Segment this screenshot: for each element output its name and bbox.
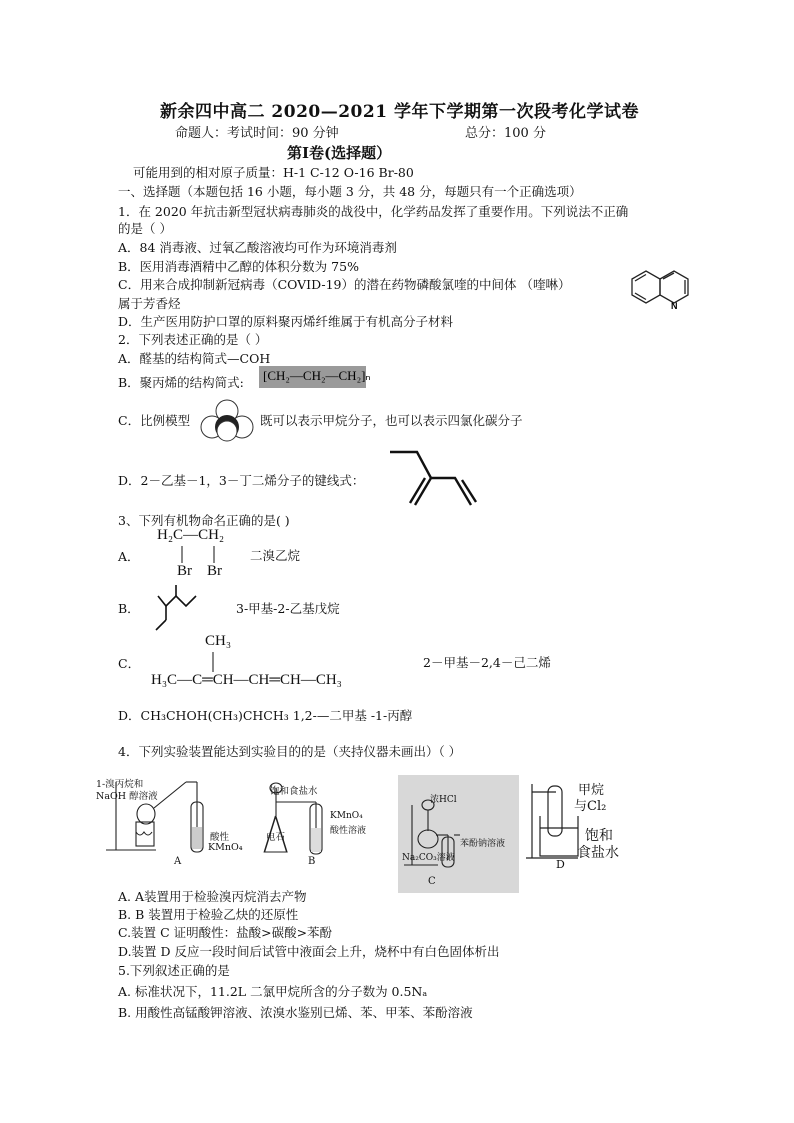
author-time: 命题人：考试时间：90 分钟 (175, 126, 339, 141)
fig-b-left: 电石 (266, 832, 286, 843)
q2-option-d: D．2－乙基－1，3－丁二烯分子的键线式： (118, 473, 365, 488)
q4-option-d: D.装置 D 反应一段时间后试管中液面会上升，烧杯中有白色固体析出 (118, 944, 500, 959)
q1-option-c-cont: 属于芳香烃 (118, 296, 181, 311)
q2-option-b: B．聚丙烯的结构简式: (118, 375, 244, 390)
polypropylene-formula: [CH₂—CH₂—CH₂]ₙ (263, 368, 371, 383)
fig-b-top: 饱和食盐水 (270, 786, 318, 797)
q1-stem: 1．在 2020 年抗击新型冠状病毒肺炎的战役中，化学药品发挥了重要作用。下列说法不正确 (118, 204, 629, 219)
q3-option-a-label: A． (118, 549, 140, 564)
fig-a-reagent2: KMnO₄ (208, 842, 243, 853)
q5-stem: 5.下列叙述正确的是 (118, 963, 230, 978)
fig-d-gas2: 与Cl₂ (574, 799, 607, 814)
space-filling-model (198, 397, 256, 443)
quinoline-n-label: N (671, 301, 678, 311)
fig-a-label2: NaOH 醇溶液 (96, 791, 158, 802)
q3-option-c-label: C． (118, 656, 141, 671)
section-title: 第Ⅰ卷(选择题） (287, 144, 392, 162)
fig-a-reagent1: 酸性 (210, 832, 230, 843)
fig-a-letter: A (174, 856, 182, 867)
quinoline-structure (622, 263, 702, 313)
q5-option-b: B. 用酸性高锰酸钾溶液、浓溴水鉴别已烯、苯、甲苯、苯酚溶液 (118, 1005, 473, 1020)
q2-option-c-post: 既可以表示甲烷分子，也可以表示四氯化碳分子 (260, 413, 523, 428)
fig-a-label1: 1-溴丙烷和 (96, 779, 144, 790)
q3-c-chain: H₃C—C═CH—CH═CH—CH₃ (151, 672, 342, 688)
total-score: 总分：100 分 (465, 126, 546, 141)
fig-d-letter: D (556, 858, 565, 871)
q3-option-d: D．CH₃CHOH(CH₃)CHCH₃ 1,2-—二甲基 -1-丙醇 (118, 708, 413, 723)
q3-c-name: 2－甲基－2,4－己二烯 (423, 655, 551, 670)
q3-b-skeletal (150, 584, 205, 634)
q1-option-a: A．84 消毒液、过氧乙酸溶液均可作为环境消毒剂 (118, 240, 397, 255)
fig-c-letter: C (428, 876, 436, 887)
fig-c-phenol: 苯酚钠溶液 (460, 839, 506, 849)
q3-c-bond (208, 652, 218, 674)
part-instructions: 一、选择题（本题包括 16 小题，每小题 3 分，共 48 分，每题只有一个正确选项） (118, 184, 582, 199)
apparatus-c (398, 775, 519, 893)
fig-c-hcl: 浓HCl (430, 795, 457, 805)
fig-d-liq1: 饱和 (585, 828, 613, 844)
q3-b-name: 3-甲基-2-乙基戊烷 (236, 601, 340, 616)
q1-option-d: D．生产医用防护口罩的原料聚丙烯纤维属于有机高分子材料 (118, 314, 454, 329)
q3-c-ch3: CH₃ (205, 633, 232, 649)
q4-option-a: A. A装置用于检验溴丙烷消去产物 (118, 889, 307, 904)
page-title: 新余四中高二 2020—2021 学年下学期第一次段考化学试卷 (160, 102, 639, 122)
fig-b-letter: B (308, 856, 316, 867)
fig-b-right2: 酸性溶液 (330, 826, 367, 836)
q4-option-b: B. B 装置用于检验乙炔的还原性 (118, 907, 299, 922)
q1-option-c: C．用来合成抑制新冠病毒（COVID-19）的潜在药物磷酸氯喹的中间体 （喹啉） (118, 277, 571, 292)
q1-stem-cont: 的是（ ） (118, 221, 172, 236)
q2-stem: 2．下列表述正确的是（ ） (118, 332, 268, 347)
fig-d-gas1: 甲烷 (578, 783, 605, 798)
q4-option-c: C.装置 C 证明酸性：盐酸>碳酸>苯酚 (118, 925, 333, 940)
fig-b-right1: KMnO₄ (330, 811, 363, 821)
fig-c-na2co3: Na₂CO₃溶液 (402, 853, 455, 863)
q1-option-b: B．医用消毒酒精中乙醇的体积分数为 75% (118, 259, 359, 274)
q3-a-name: 二溴乙烷 (250, 548, 301, 563)
q2-option-c-pre: C．比例模型 (118, 413, 191, 428)
q2-option-a: A．醛基的结构简式—COH (118, 351, 271, 366)
q4-stem: 4．下列实验装置能达到实验目的的是（夹持仪器未画出）（ ） (118, 744, 462, 759)
q3-a-br1: Br (177, 563, 192, 579)
q5-option-a: A. 标准状况下，11.2L 二氯甲烷所含的分子数为 0.5Nₐ (118, 984, 428, 999)
q3-stem: 3、下列有机物命名正确的是( ) (118, 513, 290, 528)
atomic-mass: 可能用到的相对原子质量：H-1 C-12 O-16 Br-80 (133, 165, 414, 180)
q3-option-b-label: B． (118, 601, 140, 616)
fig-d-liq2: 食盐水 (577, 845, 619, 861)
q3-a-br2: Br (207, 563, 222, 579)
ethylbutadiene-skeletal (385, 440, 495, 510)
q3-a-top: H₂C—CH₂ (157, 527, 225, 543)
